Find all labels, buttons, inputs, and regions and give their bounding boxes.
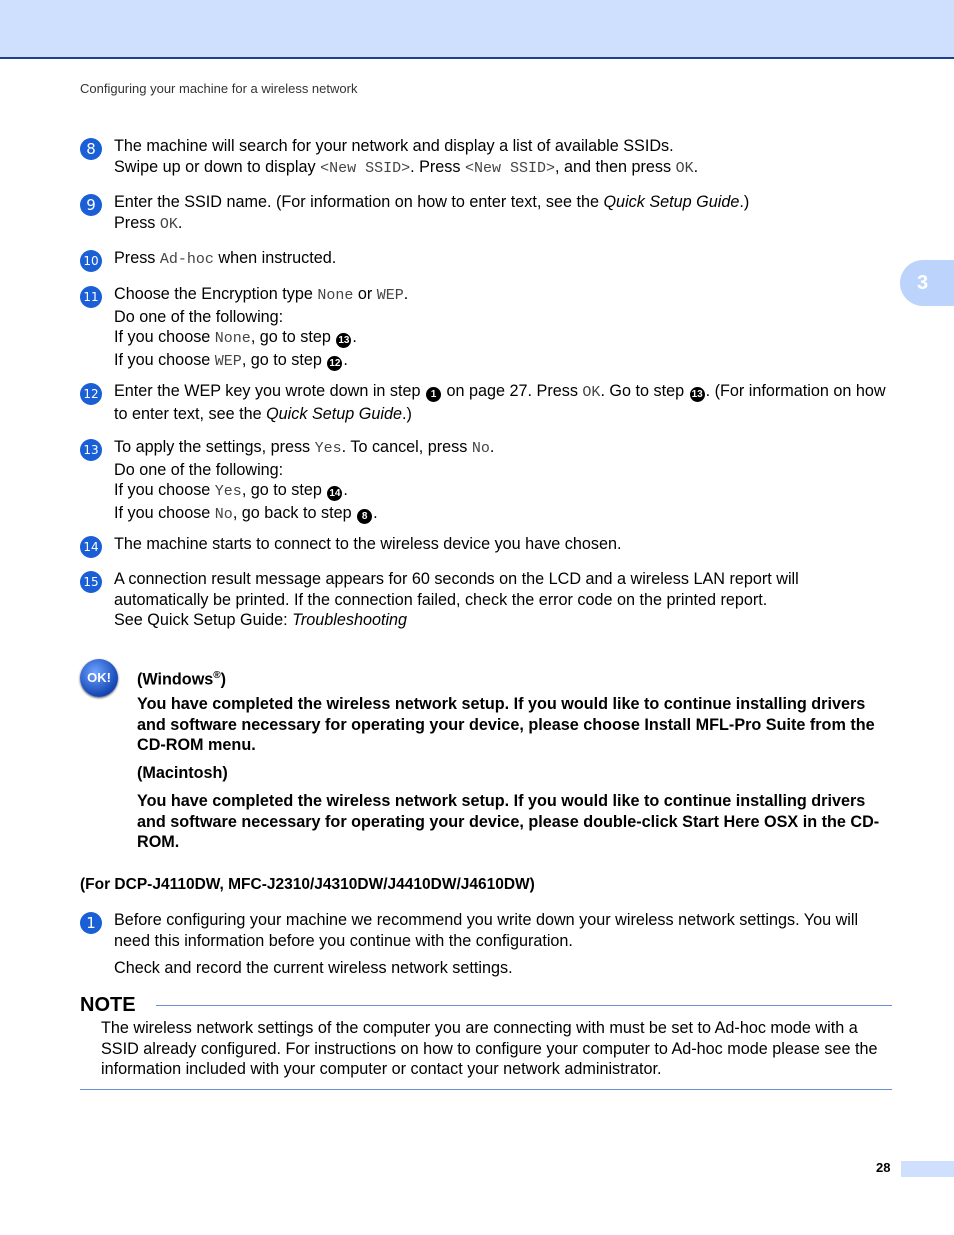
step-reference-8[interactable]: 8: [357, 509, 372, 524]
text-run: . Press: [410, 157, 465, 176]
text-run: (Windows: [137, 670, 214, 689]
text-run: when instructed.: [213, 249, 337, 267]
text-run: , go back to step: [232, 503, 357, 522]
step-text: [114, 192, 892, 235]
step-number-badge: 11: [80, 286, 102, 308]
ok-check-icon: OK!: [80, 659, 118, 697]
text-run: .): [401, 404, 412, 423]
lcd-key: WEP: [376, 287, 404, 304]
lcd-key: <New SSID>: [320, 159, 411, 177]
step-reference-13[interactable]: 13: [691, 389, 703, 400]
lcd-key: None: [317, 287, 354, 304]
text-run: Press: [114, 249, 160, 267]
step-number-badge: 13: [80, 439, 102, 461]
lcd-key: Yes: [314, 440, 342, 457]
text-run: If you choose: [114, 328, 215, 346]
step-reference-13[interactable]: 13: [338, 335, 350, 346]
text-run: If you choose: [114, 350, 215, 369]
note-title: NOTE: [80, 994, 136, 1016]
page-number: 28: [876, 1160, 891, 1175]
step-text: [114, 248, 892, 271]
step-text: The machine starts to connect to the wireless device you have chosen.: [114, 535, 622, 553]
page-number-bar: [901, 1161, 954, 1177]
text-run: , go to step: [241, 481, 327, 499]
lcd-key: None: [214, 330, 251, 347]
text-run: ): [220, 670, 227, 689]
step-11: [80, 284, 892, 372]
step-text: [114, 437, 892, 525]
text-run: .: [403, 285, 409, 303]
text-run: , and then press: [554, 157, 676, 176]
text-run: , go to step: [250, 328, 336, 346]
step-12: [80, 381, 892, 424]
step-1: [80, 910, 892, 979]
step-number-badge: 12: [80, 383, 102, 405]
text-run: .: [693, 157, 699, 176]
text-run: See Quick Setup Guide:: [114, 611, 293, 629]
step-10: [80, 248, 892, 271]
text-run: .: [177, 213, 183, 232]
text-run: .: [489, 438, 495, 456]
step-number-badge: 10: [80, 250, 102, 272]
step-text: [114, 284, 892, 372]
text-run: .: [343, 481, 348, 499]
note-top-rule: [156, 1005, 892, 1006]
guide-title: Quick Setup Guide: [603, 193, 740, 211]
text-run: If you choose: [114, 503, 215, 522]
note-bottom-rule: [80, 1089, 892, 1090]
step-number-badge: 14: [80, 536, 102, 558]
lcd-key: <New SSID>: [464, 159, 555, 177]
step-text: Before configuring your machine we recommend you write down your wireless network settings. You will need this information before you continue with the configuration.: [114, 911, 859, 950]
text-run: Enter the SSID name. (For information on how to enter text, see the: [114, 193, 604, 211]
macintosh-completion-text: You have completed the wireless network setup. If you would like to continue installing drivers and software necessary for operating your device, please double-click Start Here OSX in the CD-ROM.: [137, 792, 880, 851]
text-run: .): [739, 193, 750, 211]
windows-completion-text: You have completed the wireless network setup. If you would like to continue installing drivers and software necessary for operating your device, please choose Install MFL-Pro Suite from the CD-ROM menu.: [137, 695, 875, 754]
running-header: Configuring your machine for a wireless network: [80, 81, 358, 96]
lcd-key: Ad-hoc: [159, 251, 214, 268]
text-run: Swipe up or down to display: [114, 157, 321, 176]
text-run: Choose the Encryption type: [114, 285, 318, 303]
step-text: [114, 569, 892, 631]
step-line: Do one of the following:: [114, 307, 284, 326]
text-run: . (For information on how to enter text, see the: [114, 382, 886, 423]
text-run: , go to step: [241, 350, 327, 369]
step-13: [80, 437, 892, 525]
step-15: [80, 569, 892, 631]
step-8: [80, 136, 892, 179]
step-text: Check and record the current wireless network settings.: [114, 959, 513, 977]
text-run: .: [343, 350, 348, 369]
text-run: . To cancel, press: [341, 438, 472, 456]
text-run: If you choose: [114, 481, 215, 499]
text-run: Enter the WEP key you wrote down in step: [114, 382, 426, 400]
text-run: . Go to step: [600, 382, 689, 400]
step-number-badge: 15: [80, 571, 102, 593]
chapter-number: 3: [917, 272, 929, 294]
step-reference-1[interactable]: 1: [426, 387, 441, 402]
step-line: A connection result message appears for 60 seconds on the LCD and a wireless LAN report will automatically be printed. If the connection failed, check the error code on the printed report.: [114, 570, 799, 609]
step-number-badge: 9: [80, 194, 102, 216]
step-line: Do one of the following:: [114, 460, 284, 479]
lcd-key: OK: [159, 215, 178, 233]
lcd-key: No: [471, 440, 490, 457]
lcd-key: Yes: [214, 483, 242, 500]
lcd-key: No: [214, 505, 233, 523]
section-heading: (For DCP-J4110DW, MFC-J2310/J4310DW/J4410DW/J4610DW): [80, 876, 535, 893]
text-run: or: [353, 285, 377, 303]
windows-heading: [137, 666, 893, 690]
step-14: [80, 534, 892, 555]
chapter-tab: [900, 260, 954, 306]
lcd-key: OK: [582, 384, 601, 401]
registered-mark: ®: [213, 670, 221, 681]
step-number-badge: 8: [80, 138, 102, 160]
guide-title: Quick Setup Guide: [266, 404, 402, 423]
note-body: The wireless network settings of the computer you are connecting with must be set to Ad-hoc mode with a SSID already configured. For instructions on how to configure your computer to Ad-hoc mode please see the information included with your computer or contact your network administrator.: [101, 1019, 878, 1078]
step-reference-14[interactable]: 14: [329, 488, 341, 499]
step-text: [114, 381, 892, 424]
lcd-key: WEP: [214, 352, 242, 370]
guide-section-title: Troubleshooting: [292, 611, 408, 629]
text-run: on page 27. Press: [442, 382, 583, 400]
text-run: .: [373, 503, 378, 522]
step-text: [114, 136, 892, 179]
step-9: [80, 192, 892, 235]
macintosh-heading: (Macintosh): [137, 764, 228, 782]
text-run: Press: [114, 213, 160, 232]
step-reference-12[interactable]: 12: [329, 357, 341, 369]
lcd-key: OK: [675, 159, 694, 177]
header-band: [0, 0, 954, 59]
text-run: .: [352, 328, 357, 346]
step-number-badge: 1: [80, 912, 102, 934]
step-line: The machine will search for your network and display a list of available SSIDs.: [114, 137, 674, 155]
text-run: To apply the settings, press: [114, 438, 315, 456]
